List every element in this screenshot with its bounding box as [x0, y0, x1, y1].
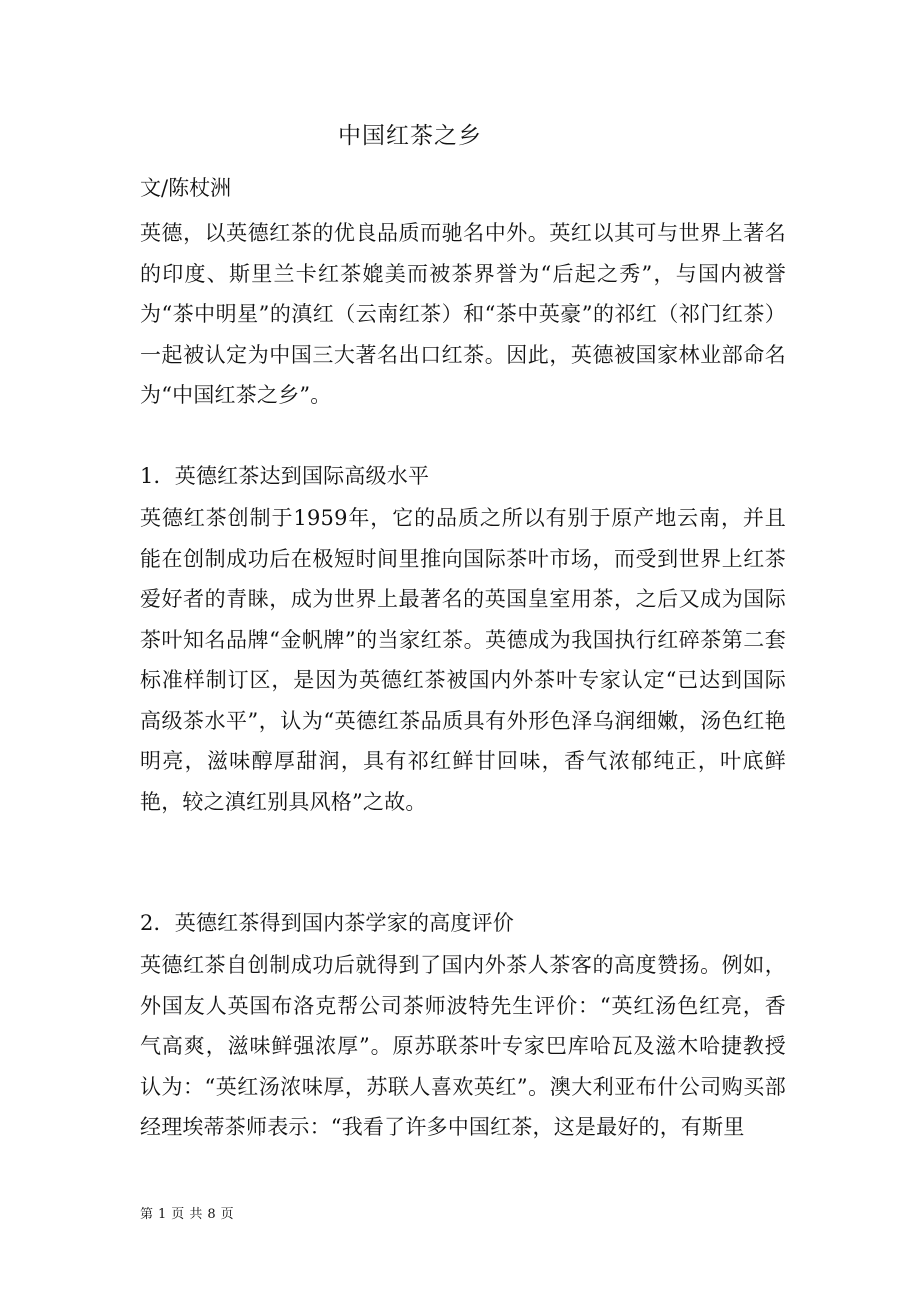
paragraph-section-1: 英德红茶创制于1959年，它的品质之所以有别于原产地云南，并且能在创制成功后在极短时间里推向国际茶叶市场，而受到世界上红茶爱好者的青睐，成为世界上最著名的英国皇室用茶，之后又成为国际茶叶知名品牌“金帆牌”的当家红茶。英德成为我国执行红碎茶第二套标准样制订区，是因为英德红茶被国内外茶叶专家认定“已达到国际高级茶水平”，认为“英德红茶品质具有外形色泽乌润细嫩，汤色红艳明亮，滋味醇厚甜润，具有祁红鲜甘回味，香气浓郁纯正，叶底鲜艳，较之滇红别具风格”之故。 — [140, 506, 786, 814]
page-footer — [140, 1206, 239, 1224]
section-heading-2: 2．英德红茶得到国内茶学家的高度评价 — [140, 911, 514, 935]
paragraph-intro: 英德，以英德红茶的优良品质而驰名中外。英红以其可与世界上著名的印度、斯里兰卡红茶媲美而被茶界誉为“后起之秀”，与国内被誉为“茶中明星”的滇红（云南红茶）和“茶中英豪”的祁红（祁门红茶）一起被认定为中国三大著名出口红茶。因此，英德被国家林业部命名为“中国红茶之乡”。 — [140, 221, 786, 407]
footer-total-unit: 页 — [220, 1207, 235, 1222]
footer-total-label: 共 — [189, 1207, 204, 1222]
author-line: 文/陈杖洲 — [140, 176, 232, 200]
footer-current-page: 1 — [158, 1207, 168, 1222]
document-title: 中国红茶之乡 — [338, 123, 482, 149]
paragraph-section-2: 英德红茶自创制成功后就得到了国内外茶人茶客的高度赞扬。例如，外国友人英国布洛克帮公司茶师波特先生评价：“英红汤色红亮，香气高爽，滋味鲜强浓厚”。原苏联茶叶专家巴库哈瓦及滋木哈捷教授认为：“英红汤浓味厚，苏联人喜欢英红”。澳大利亚布什公司购买部经理埃蒂茶师表示：“我看了许多中国红茶，这是最好的，有斯里 — [140, 953, 786, 1139]
section-heading-1: 1．英德红茶达到国际高级水平 — [140, 464, 430, 488]
footer-prefix: 第 — [140, 1207, 155, 1222]
document-body — [140, 213, 786, 1148]
footer-page-unit: 页 — [171, 1207, 186, 1222]
footer-total-pages: 8 — [207, 1207, 217, 1222]
